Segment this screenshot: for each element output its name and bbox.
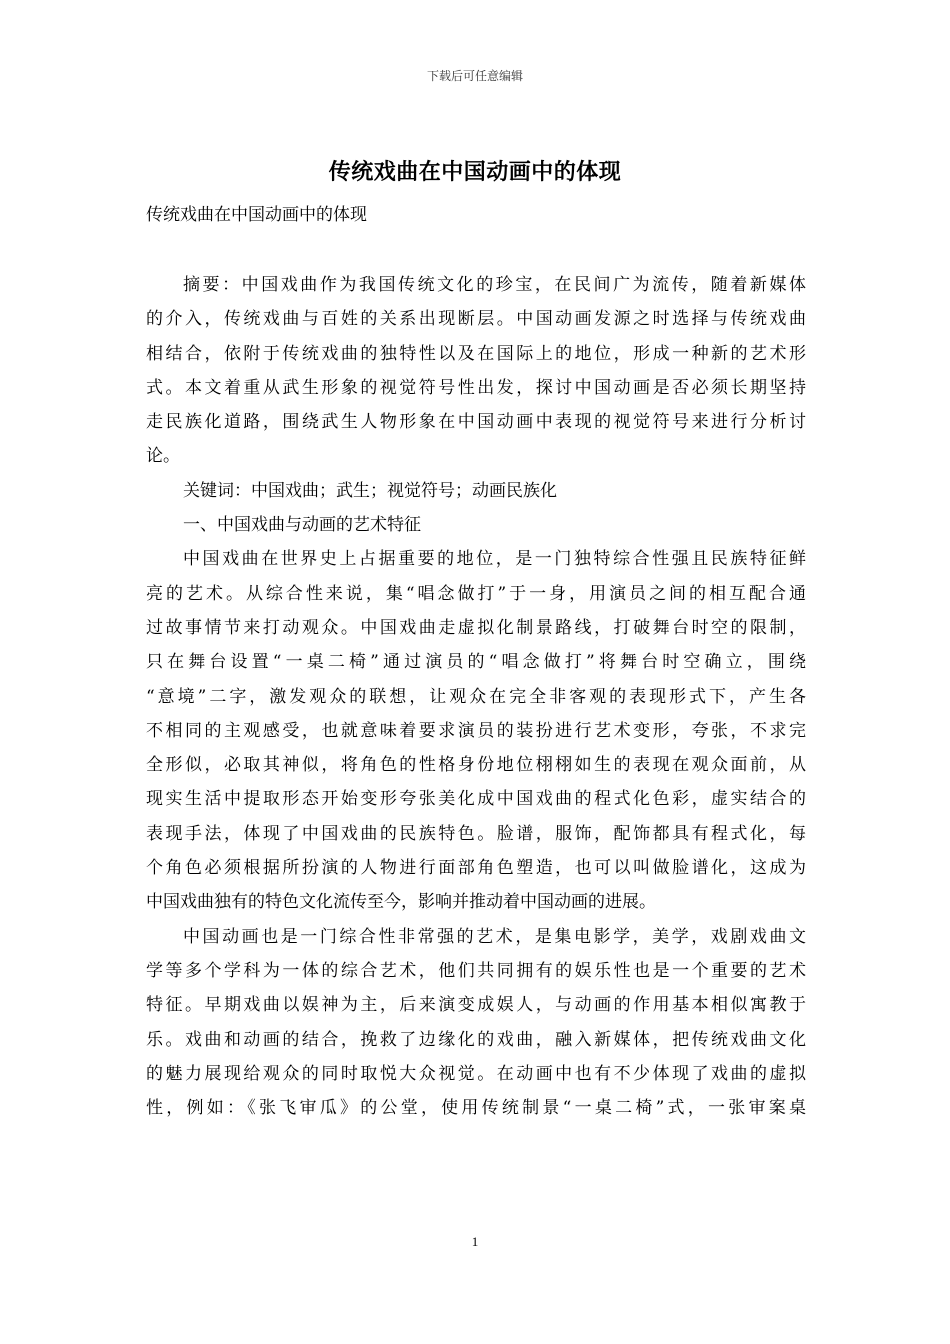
text-line: 性，例如：《张飞审瓜》的公堂，使用传统制景“一桌二椅”式，一张审案桌 xyxy=(146,1098,806,1119)
body-text xyxy=(146,268,806,1125)
text-line: 的魅力展现给观众的同时取悦大众视觉。在动画中也有不少体现了戏曲的虚拟 xyxy=(146,1063,806,1084)
text-line: 乐。戏曲和动画的结合，挽救了边缘化的戏曲，融入新媒体，把传统戏曲文化 xyxy=(146,1029,806,1050)
text-line: 相结合，依附于传统戏曲的独特性以及在国际上的地位，形成一种新的艺术形 xyxy=(146,343,806,364)
header-note: 下载后可任意编辑 xyxy=(426,69,523,83)
text-line: 亮的艺术。从综合性来说，集“唱念做打”于一身，用演员之间的相互配合通 xyxy=(146,583,806,604)
section-heading: 一、中国戏曲与动画的艺术特征 xyxy=(183,515,421,536)
text-line: “意境”二字，激发观众的联想，让观众在完全非客观的表现形式下，产生各 xyxy=(146,686,806,707)
document-subtitle: 传统戏曲在中国动画中的体现 xyxy=(146,205,367,225)
text-line: 只在舞台设置“一桌二椅”通过演员的“唱念做打”将舞台时空确立，围绕 xyxy=(146,652,806,673)
document-title: 传统戏曲在中国动画中的体现 xyxy=(328,160,622,185)
page-number: 1 xyxy=(471,1234,479,1249)
text-line: 过故事情节来打动观众。中国戏曲走虚拟化制景路线，打破舞台时空的限制， xyxy=(146,617,806,638)
text-line: 个角色必须根据所扮演的人物进行面部角色塑造，也可以叫做脸谱化，这成为 xyxy=(146,858,806,879)
text-line: 中国戏曲在世界史上占据重要的地位，是一门独特综合性强且民族特征鲜 xyxy=(183,549,806,570)
text-line: 表现手法，体现了中国戏曲的民族特色。脸谱，服饰，配饰都具有程式化，每 xyxy=(146,823,806,844)
text-line: 不相同的主观感受，也就意味着要求演员的装扮进行艺术变形，夸张，不求完 xyxy=(146,720,806,741)
text-line: 中国戏曲独有的特色文化流传至今，影响并推动着中国动画的进展。 xyxy=(146,892,656,913)
text-line: 摘要：中国戏曲作为我国传统文化的珍宝，在民间广为流传，随着新媒体 xyxy=(183,275,806,295)
text-line: 的介入，传统戏曲与百姓的关系出现断层。中国动画发源之时选择与传统戏曲 xyxy=(146,309,806,330)
text-line: 学等多个学科为一体的综合艺术，他们共同拥有的娱乐性也是一个重要的艺术 xyxy=(146,960,806,981)
text-line: 走民族化道路，围绕武生人物形象在中国动画中表现的视觉符号来进行分析讨 xyxy=(146,412,806,433)
text-line: 式。本文着重从武生形象的视觉符号性出发，探讨中国动画是否必须长期坚持 xyxy=(146,377,806,398)
text-line: 特征。早期戏曲以娱神为主，后来演变成娱人，与动画的作用基本相似寓教于 xyxy=(146,995,806,1016)
text-line: 中国动画也是一门综合性非常强的艺术，是集电影学，美学，戏剧戏曲文 xyxy=(183,926,806,947)
text-line: 论。 xyxy=(146,446,180,467)
keywords-line: 关键词：中国戏曲；武生；视觉符号；动画民族化 xyxy=(183,480,557,501)
text-line: 现实生活中提取形态开始变形夸张美化成中国戏曲的程式化色彩，虚实结合的 xyxy=(146,789,806,810)
text-line: 全形似，必取其神似，将角色的性格身份地位栩栩如生的表现在观众面前，从 xyxy=(146,755,806,776)
